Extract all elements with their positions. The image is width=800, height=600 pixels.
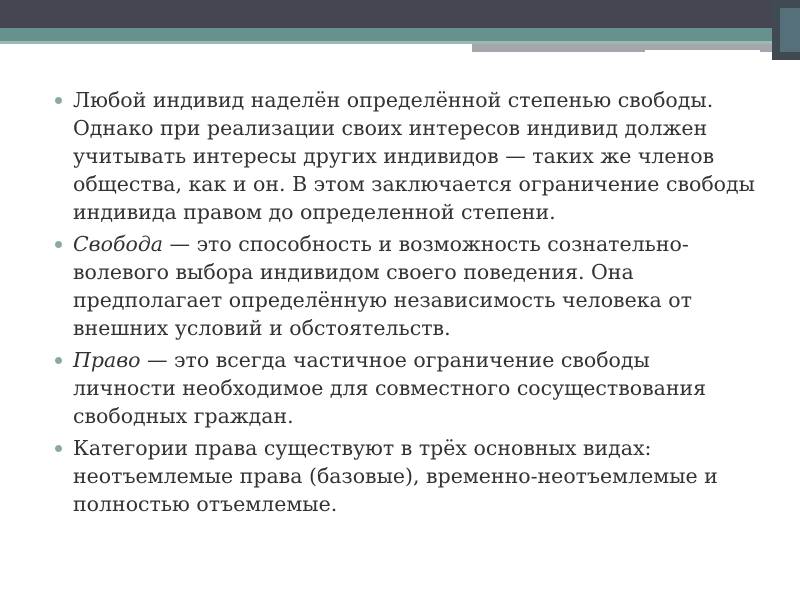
bullet-text: Любой индивид наделён определённой степенью свободы. Однако при реализации своих интересов индивид должен учитывать интересы других индивидов — таких же членов общества, как и он. В этом заключается ограничение свободы индивида правом до определенной степени. [73,88,755,224]
bullet-point-3 [55,346,755,430]
bullet-dot-icon [55,97,62,104]
bullet-text: — это способность и возможность сознательно-волевого выбора индивидом своего поведения. Она предполагает определённую независимость человека от внешних условий и обстоятельств. [73,232,692,340]
header-band-teal [0,28,800,41]
bullet-dot-icon [55,357,62,364]
bullet-term: Право [73,348,141,372]
bullet-point-2 [55,230,755,342]
bullet-text: Категории права существуют в трёх основных видах: неотъемлемые права (базовые), временно-неотъемлемые и полностью отъемлемые. [73,436,718,516]
bullet-point-1 [55,86,755,226]
bullet-term: Свобода [73,232,164,256]
bullet-list [55,86,755,518]
header-corner-block-inner [780,8,800,52]
header-band-dark [0,0,800,28]
bullet-dot-icon [55,445,62,452]
bullet-dot-icon [55,241,62,248]
slide-header-decoration [0,0,800,60]
header-white-line [645,50,760,54]
slide-content [55,86,755,522]
bullet-text: — это всегда частичное ограничение свободы личности необходимое для совместного сосуществования свободных граждан. [73,348,707,428]
bullet-point-4 [55,434,755,518]
